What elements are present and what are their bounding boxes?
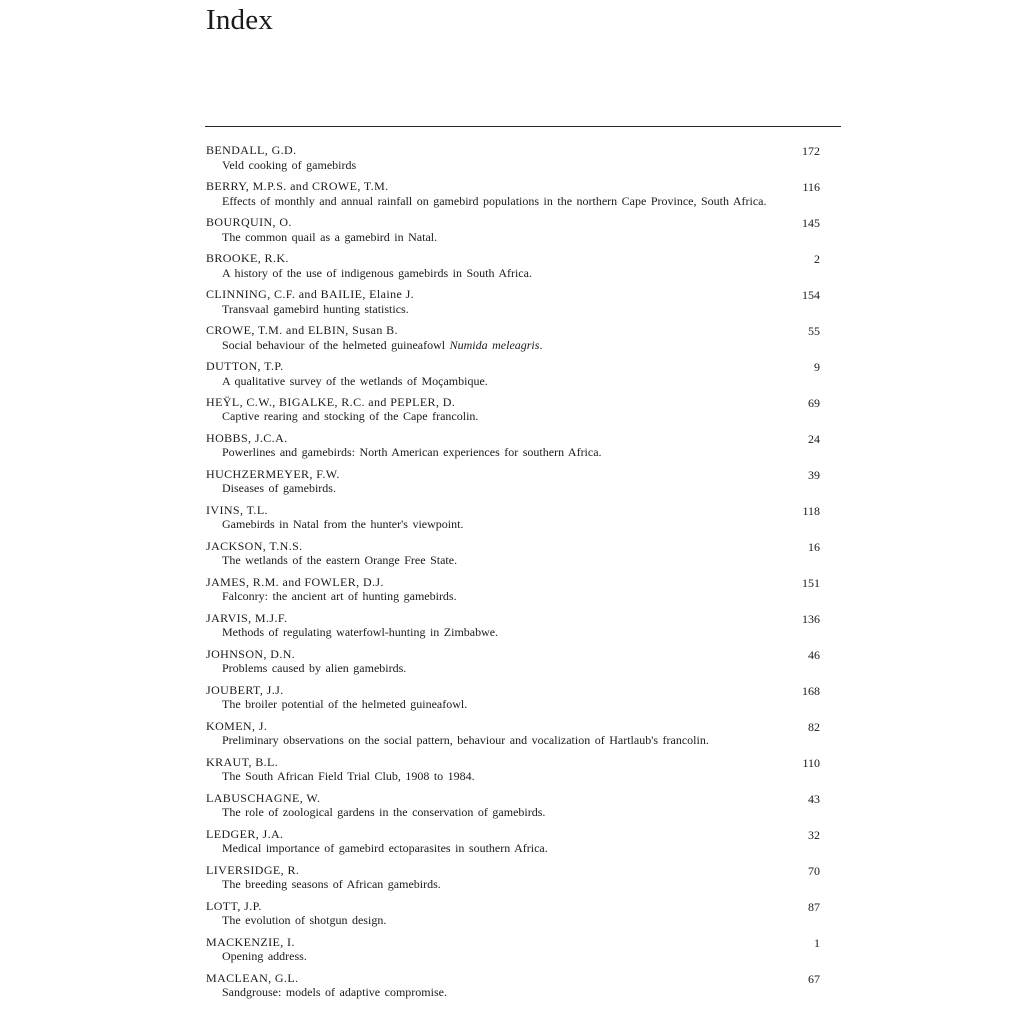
entry-author: JOHNSON, D.N.	[206, 646, 296, 661]
entry-page-number: 9	[814, 359, 820, 374]
index-entry	[206, 323, 820, 352]
index-entry	[206, 143, 820, 172]
entry-author: HOBBS, J.C.A.	[206, 430, 288, 445]
entry-author: LOTT, J.P.	[206, 898, 262, 913]
entry-author: LIVERSIDGE, R.	[206, 862, 300, 877]
index-entry	[206, 251, 820, 280]
entry-title-text: Sandgrouse: models of adaptive compromise.	[222, 985, 447, 1000]
entry-title	[206, 877, 820, 892]
entry-title-text: Veld cooking of gamebirds	[222, 157, 357, 172]
index-entry	[206, 755, 820, 784]
entry-page-number: 154	[802, 287, 820, 302]
entry-author: BERRY, M.P.S. and CROWE, T.M.	[206, 178, 389, 193]
index-entry	[206, 215, 820, 244]
entry-title-text: The common quail as a gamebird in Natal.	[222, 229, 438, 244]
index-entry	[206, 611, 820, 640]
entry-author: KRAUT, B.L.	[206, 754, 279, 769]
index-entry	[206, 935, 820, 964]
entry-page-number: 32	[808, 827, 820, 842]
entry-title-text: Medical importance of gamebird ectoparasites in southern Africa.	[222, 841, 548, 856]
entry-page-number: 24	[808, 431, 820, 446]
entry-author: BENDALL, G.D.	[206, 143, 297, 157]
entry-title-end: .	[539, 337, 543, 352]
entry-title	[206, 409, 820, 424]
entry-page-number: 116	[802, 179, 820, 194]
entry-page-number: 87	[808, 899, 820, 914]
entry-title	[206, 589, 820, 604]
entry-title-text: Powerlines and gamebirds: North American experiences for southern Africa.	[222, 445, 602, 460]
entry-title-text: The breeding seasons of African gamebirds.	[222, 877, 441, 892]
entry-title-text: Gamebirds in Natal from the hunter's viewpoint.	[222, 517, 464, 532]
entry-title	[206, 949, 820, 964]
index-entry	[206, 395, 820, 424]
entry-title-text: Effects of monthly and annual rainfall on gamebird populations in the northern Cape Province, South Africa.	[222, 193, 767, 208]
index-entry	[206, 971, 820, 1000]
index-entry	[206, 503, 820, 532]
entry-page-number: 67	[808, 971, 820, 986]
entry-title-text: Opening address.	[222, 949, 307, 964]
index-entry	[206, 863, 820, 892]
entry-author: JOUBERT, J.J.	[206, 682, 284, 697]
index-entry	[206, 899, 820, 928]
entry-page-number: 46	[808, 647, 820, 662]
entry-title-text: Methods of regulating waterfowl-hunting in Zimbabwe.	[222, 625, 499, 640]
entry-title	[206, 158, 820, 173]
index-entry	[206, 827, 820, 856]
entry-author: LABUSCHAGNE, W.	[206, 790, 321, 805]
entry-title-text: Transvaal gamebird hunting statistics.	[222, 301, 409, 316]
entry-author: HUCHZERMEYER, F.W.	[206, 466, 340, 481]
header-rule	[205, 126, 841, 127]
entry-author: DUTTON, T.P.	[206, 358, 284, 373]
entry-page-number: 118	[802, 503, 820, 518]
entry-title-text: Preliminary observations on the social pattern, behaviour and vocalization of Hartlaub's francolin.	[222, 733, 709, 748]
entry-page-number: 136	[802, 611, 820, 626]
entry-title-text: A qualitative survey of the wetlands of Moçambique.	[222, 373, 488, 388]
entry-title-text: Social behaviour of the helmeted guineafowl	[222, 337, 450, 352]
entry-author: JACKSON, T.N.S.	[206, 538, 303, 553]
entry-page-number: 2	[814, 251, 820, 266]
entry-author: IVINS, T.L.	[206, 502, 268, 517]
entry-author: KOMEN, J.	[206, 718, 268, 733]
index-entry	[206, 467, 820, 496]
entry-page-number: 16	[808, 539, 820, 554]
entry-title-text: The South African Field Trial Club, 1908 to 1984.	[222, 769, 475, 784]
entry-page-number: 55	[808, 323, 820, 338]
entry-title	[206, 841, 820, 856]
entry-author: CROWE, T.M. and ELBIN, Susan B.	[206, 322, 398, 337]
entry-page-number: 43	[808, 791, 820, 806]
entry-title	[206, 805, 820, 820]
index-entry	[206, 719, 820, 748]
entry-author: MACKENZIE, I.	[206, 934, 295, 949]
entry-author: JARVIS, M.J.F.	[206, 610, 288, 625]
entry-title-text: The evolution of shotgun design.	[222, 913, 387, 928]
entry-page-number: 172	[802, 144, 820, 158]
index-entry	[206, 179, 820, 208]
entry-title	[206, 266, 820, 281]
index-entry	[206, 287, 820, 316]
index-entry	[206, 647, 820, 676]
entry-author: MACLEAN, G.L.	[206, 970, 299, 985]
entry-title	[206, 625, 820, 640]
index-entry	[206, 683, 820, 712]
entry-title-text: The role of zoological gardens in the conservation of gamebirds.	[222, 805, 546, 820]
entry-author: LEDGER, J.A.	[206, 826, 284, 841]
entry-title-text: The broiler potential of the helmeted guineafowl.	[222, 697, 468, 712]
entry-title-text: Falconry: the ancient art of hunting gamebirds.	[222, 589, 457, 604]
index-entry	[206, 791, 820, 820]
entry-title	[206, 913, 820, 928]
entry-page-number: 69	[808, 395, 820, 410]
entry-title	[206, 733, 820, 748]
entry-title	[206, 194, 820, 209]
entry-title-text: A history of the use of indigenous gamebirds in South Africa.	[222, 265, 532, 280]
entry-page-number: 82	[808, 719, 820, 734]
entry-title	[206, 697, 820, 712]
entry-author: JAMES, R.M. and FOWLER, D.J.	[206, 574, 384, 589]
entry-title-text: The wetlands of the eastern Orange Free State.	[222, 553, 458, 568]
page-title: Index	[206, 4, 274, 36]
index-entry	[206, 431, 820, 460]
entry-page-number: 110	[802, 755, 820, 770]
entry-title	[206, 517, 820, 532]
index-entry	[206, 539, 820, 568]
entry-page-number: 151	[802, 575, 820, 590]
entry-title	[206, 230, 820, 245]
entry-page-number: 39	[808, 467, 820, 482]
entry-title	[206, 553, 820, 568]
entry-title-species: Numida meleagris	[449, 337, 540, 352]
entry-title	[206, 302, 820, 317]
entry-title	[206, 338, 820, 353]
entry-title	[206, 661, 820, 676]
entry-title	[206, 985, 820, 1000]
entry-page-number: 168	[802, 683, 820, 698]
index-entry	[206, 359, 820, 388]
entry-page-number: 145	[802, 215, 820, 230]
entry-title	[206, 445, 820, 460]
entry-author: CLINNING, C.F. and BAILIE, Elaine J.	[206, 286, 415, 301]
entry-page-number: 70	[808, 863, 820, 878]
entry-title-text: Diseases of gamebirds.	[222, 481, 336, 496]
entry-title-text: Captive rearing and stocking of the Cape francolin.	[222, 409, 479, 424]
entry-title-text: Problems caused by alien gamebirds.	[222, 661, 407, 676]
entry-page-number: 1	[814, 935, 820, 950]
entry-title	[206, 481, 820, 496]
entry-author: BROOKE, R.K.	[206, 250, 289, 265]
index-entry	[206, 575, 820, 604]
entry-author: HEŸL, C.W., BIGALKE, R.C. and PEPLER, D.	[206, 394, 456, 409]
index-list	[206, 143, 820, 1007]
entry-author: BOURQUIN, O.	[206, 214, 292, 229]
entry-title	[206, 374, 820, 389]
entry-title	[206, 769, 820, 784]
